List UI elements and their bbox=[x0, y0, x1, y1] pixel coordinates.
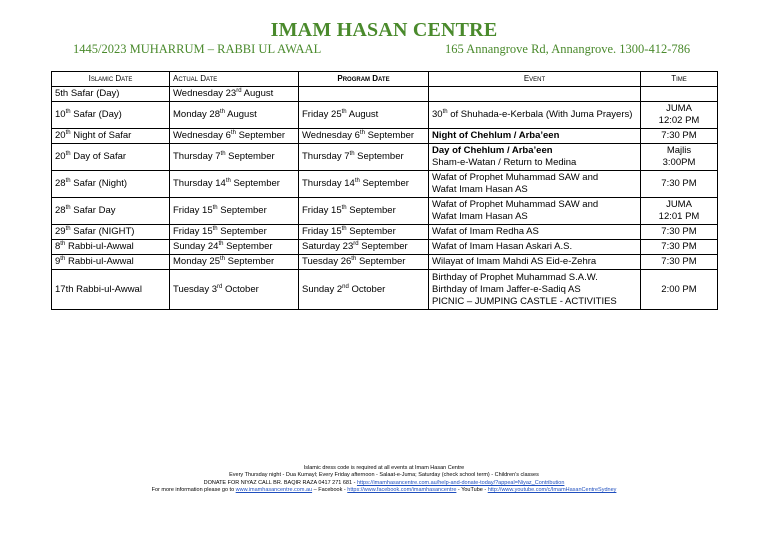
page-title: IMAM HASAN CENTRE bbox=[270, 19, 498, 41]
cell-text: September bbox=[356, 256, 406, 267]
islamic-date-cell bbox=[52, 270, 170, 310]
islamic-date-cell bbox=[52, 144, 170, 171]
ordinal-suffix: th bbox=[442, 108, 448, 115]
separator-text: – Facebook - bbox=[312, 487, 348, 494]
cell-text: Day of Safar bbox=[70, 151, 127, 162]
cell-text: Friday 15 bbox=[302, 226, 342, 237]
event-cell bbox=[429, 240, 641, 255]
ordinal-suffix: th bbox=[65, 204, 71, 211]
islamic-date-cell bbox=[52, 87, 170, 102]
time-cell bbox=[641, 171, 718, 198]
cell-text: 20 bbox=[55, 151, 66, 162]
ordinal-suffix: th bbox=[230, 129, 236, 136]
ordinal-suffix: rd bbox=[217, 283, 223, 290]
cell-text: 7:30 PM bbox=[661, 178, 697, 189]
cell-text: Thursday 14 bbox=[302, 178, 355, 189]
program-date-cell bbox=[299, 171, 429, 198]
ordinal-suffix: th bbox=[65, 177, 71, 184]
islamic-date-cell bbox=[52, 171, 170, 198]
actual-date-cell bbox=[170, 87, 299, 102]
table-row bbox=[52, 255, 718, 270]
date-range-subtitle: 1445/2023 MUHARRUM – RABBI UL AWAAL bbox=[73, 42, 322, 56]
actual-date-cell bbox=[170, 102, 299, 129]
ordinal-suffix: th bbox=[341, 225, 347, 232]
program-date-cell bbox=[299, 129, 429, 144]
more-info-note bbox=[0, 487, 768, 494]
program-date-cell bbox=[299, 102, 429, 129]
cell-text: Wafat Imam Hasan AS bbox=[432, 211, 528, 222]
cell-text: August bbox=[346, 109, 379, 120]
ordinal-suffix: th bbox=[349, 150, 355, 157]
footer-notes bbox=[0, 465, 768, 495]
cell-text: Birthday of Prophet Muhammad S.A.W. bbox=[432, 271, 598, 283]
address-phone-subtitle: 165 Annangrove Rd, Annangrove. 1300-412-786 bbox=[445, 42, 691, 56]
cell-text: Day of Chehlum / Arba’een bbox=[432, 145, 553, 156]
ordinal-suffix: rd bbox=[353, 240, 359, 247]
cell-text: October bbox=[222, 283, 259, 295]
ordinal-suffix: th bbox=[65, 150, 71, 157]
ordinal-suffix: th bbox=[220, 150, 226, 157]
cell-text: 30 bbox=[432, 109, 443, 120]
cell-text: September bbox=[230, 178, 280, 189]
separator-text: - YouTube - bbox=[456, 487, 488, 494]
islamic-date-cell bbox=[52, 225, 170, 240]
islamic-date-cell bbox=[52, 102, 170, 129]
table-row bbox=[52, 129, 718, 144]
cell-text: September bbox=[235, 130, 286, 141]
cell-text: Sunday 2 bbox=[302, 283, 343, 295]
actual-date-cell bbox=[170, 129, 299, 144]
cell-text: of Shuhada-e-Kerbala (With Juma Prayers) bbox=[447, 109, 633, 120]
column-header-actual-date: Actual Date bbox=[170, 72, 299, 87]
event-cell bbox=[429, 225, 641, 240]
cell-text: September bbox=[346, 226, 396, 237]
donation-link[interactable]: https://imamhasancentre.com.au/help-and-donate-today/?appeal=Niyaz_Contribution bbox=[356, 479, 565, 486]
cell-text: September bbox=[358, 241, 408, 252]
cell-text: Birthday of Imam Jaffer-e-Sadiq AS bbox=[432, 283, 581, 295]
cell-text: Tuesday 3 bbox=[173, 283, 218, 295]
cell-text: Friday 15 bbox=[173, 205, 213, 216]
cell-text: Safar (Day) bbox=[70, 109, 122, 120]
cell-text: Safar (Night) bbox=[70, 178, 128, 189]
cell-text: Wilayat of Imam Mahdi AS Eid-e-Zehra bbox=[432, 256, 597, 267]
cell-text: September bbox=[225, 256, 275, 267]
cell-text: September bbox=[359, 178, 409, 189]
actual-date-cell bbox=[170, 198, 299, 225]
youtube-link[interactable]: http://www.youtube.com/c/ImamHasanCentreSydney bbox=[487, 487, 617, 494]
cell-text: Monday 28 bbox=[173, 109, 221, 120]
time-cell bbox=[641, 198, 718, 225]
islamic-date-cell bbox=[52, 129, 170, 144]
event-cell bbox=[429, 102, 641, 129]
ordinal-suffix: th bbox=[65, 129, 71, 136]
ordinal-suffix: th bbox=[60, 240, 66, 247]
cell-text: 7:30 PM bbox=[661, 130, 697, 141]
cell-text: September bbox=[217, 205, 267, 216]
program-date-cell bbox=[299, 144, 429, 171]
table-row bbox=[52, 225, 718, 240]
cell-text: Sunday 24 bbox=[173, 241, 219, 252]
ordinal-suffix: th bbox=[354, 177, 360, 184]
event-cell bbox=[429, 87, 641, 102]
cell-text: Night of Chehlum / Arba’een bbox=[432, 130, 560, 141]
cell-text: Safar Day bbox=[70, 205, 116, 216]
actual-date-cell bbox=[170, 225, 299, 240]
event-cell bbox=[429, 129, 641, 144]
program-date-cell bbox=[299, 255, 429, 270]
time-cell bbox=[641, 225, 718, 240]
ordinal-suffix: rd bbox=[236, 87, 242, 94]
cell-text: Friday 15 bbox=[173, 226, 213, 237]
table-header-row bbox=[52, 72, 718, 87]
actual-date-cell bbox=[170, 171, 299, 198]
cell-text: 10 bbox=[55, 109, 66, 120]
cell-text: 3:00PM bbox=[662, 157, 696, 168]
time-cell bbox=[641, 102, 718, 129]
cell-text: Friday 25 bbox=[302, 109, 342, 120]
column-header-time: Time bbox=[641, 72, 718, 87]
actual-date-cell bbox=[170, 240, 299, 255]
cell-text: 12:02 PM bbox=[658, 115, 700, 126]
cell-text: 7:30 PM bbox=[661, 241, 697, 252]
event-cell bbox=[429, 255, 641, 270]
cell-text: Saturday 23 bbox=[302, 241, 354, 252]
cell-text: Thursday 7 bbox=[302, 151, 350, 162]
ordinal-suffix: th bbox=[225, 177, 231, 184]
table-row bbox=[52, 240, 718, 255]
cell-text: 7:30 PM bbox=[661, 226, 697, 237]
actual-date-cell bbox=[170, 255, 299, 270]
event-cell bbox=[429, 270, 641, 310]
schedule-table bbox=[51, 71, 718, 310]
table-row bbox=[52, 198, 718, 225]
time-cell bbox=[641, 144, 718, 171]
ordinal-suffix: th bbox=[341, 204, 347, 211]
cell-text: September bbox=[225, 151, 275, 162]
program-date-cell bbox=[299, 240, 429, 255]
program-date-cell bbox=[299, 270, 429, 310]
program-date-cell bbox=[299, 87, 429, 102]
column-header-event: Event bbox=[429, 72, 641, 87]
cell-text: 2:00 PM bbox=[661, 283, 697, 295]
program-date-cell bbox=[299, 198, 429, 225]
ordinal-suffix: th bbox=[220, 108, 226, 115]
ordinal-suffix: th bbox=[341, 108, 347, 115]
cell-text: 20 bbox=[55, 130, 66, 141]
ordinal-suffix: th bbox=[218, 240, 224, 247]
cell-text: 17th Rabbi-ul-Awwal bbox=[55, 283, 142, 295]
cell-text: October bbox=[348, 283, 386, 295]
cell-text: August bbox=[241, 88, 274, 99]
cell-text: Wednesday 6 bbox=[173, 130, 231, 141]
program-date-cell bbox=[299, 225, 429, 240]
cell-text: 12:01 PM bbox=[658, 211, 700, 222]
donation-note bbox=[0, 480, 768, 487]
cell-text: Tuesday 26 bbox=[302, 256, 352, 267]
cell-text: Thursday 14 bbox=[173, 178, 226, 189]
ordinal-suffix: th bbox=[60, 255, 66, 262]
cell-text: Wednesday 23 bbox=[173, 88, 237, 99]
cell-text: Safar (NIGHT) bbox=[70, 226, 135, 237]
event-cell bbox=[429, 171, 641, 198]
cell-text: Rabbi-ul-Awwal bbox=[65, 241, 134, 252]
ordinal-suffix: th bbox=[65, 225, 71, 232]
cell-text: Wafat of Imam Hasan Askari A.S. bbox=[432, 241, 573, 252]
cell-text: 29 bbox=[55, 226, 66, 237]
table-row bbox=[52, 102, 718, 129]
cell-text: September bbox=[217, 226, 267, 237]
table-row bbox=[52, 87, 718, 102]
facebook-link[interactable]: https://www.facebook.com/imamhasancentre bbox=[347, 487, 457, 494]
cell-text: September bbox=[223, 241, 273, 252]
event-cell bbox=[429, 144, 641, 171]
cell-text: August bbox=[225, 109, 257, 120]
cell-text: Thursday 7 bbox=[173, 151, 221, 162]
donation-text: DONATE FOR NIYAZ CALL BR. BAQIR RAZA 0417 271 681 - bbox=[203, 479, 357, 486]
cell-text: JUMA bbox=[666, 199, 692, 210]
cell-text: Friday 15 bbox=[302, 205, 342, 216]
time-cell bbox=[641, 240, 718, 255]
ordinal-suffix: th bbox=[220, 255, 226, 262]
cell-text: Rabbi-ul-Awwal bbox=[65, 256, 134, 267]
cell-text: Sham-e-Watan / Return to Medina bbox=[432, 157, 577, 168]
column-header-program-date: Program Date bbox=[299, 72, 429, 87]
cell-text: Wafat Imam Hasan AS bbox=[432, 184, 528, 195]
column-header-islamic-date: Islamic Date bbox=[52, 72, 170, 87]
islamic-date-cell bbox=[52, 240, 170, 255]
cell-text: September bbox=[354, 151, 404, 162]
cell-text: 5th Safar (Day) bbox=[55, 88, 120, 99]
time-cell bbox=[641, 270, 718, 310]
dress-code-note: Islamic dress code is required at all events at Imam Hasan Centre bbox=[303, 465, 465, 471]
ordinal-suffix: th bbox=[359, 129, 365, 136]
cell-text: Night of Safar bbox=[70, 130, 132, 141]
islamic-date-cell bbox=[52, 255, 170, 270]
weekly-programs-note: Every Thursday night - Dua Kumayl; Every Friday afternoon - Salaat-e-Juma; Saturday (check school term) - Children’s classes bbox=[229, 472, 539, 479]
cell-text: Wafat of Prophet Muhammad SAW and bbox=[432, 199, 599, 210]
islamic-date-cell bbox=[52, 198, 170, 225]
actual-date-cell bbox=[170, 144, 299, 171]
cell-text: Majlis bbox=[666, 145, 692, 156]
event-cell bbox=[429, 198, 641, 225]
ordinal-suffix: th bbox=[65, 108, 71, 115]
time-cell bbox=[641, 255, 718, 270]
website-link[interactable]: www.imamhasancentre.com.au bbox=[235, 487, 313, 494]
cell-text: 28 bbox=[55, 205, 66, 216]
actual-date-cell bbox=[170, 270, 299, 310]
ordinal-suffix: th bbox=[212, 204, 218, 211]
ordinal-suffix: th bbox=[212, 225, 218, 232]
cell-text: JUMA bbox=[666, 103, 692, 114]
cell-text: September bbox=[364, 130, 415, 141]
cell-text: Monday 25 bbox=[173, 256, 221, 267]
time-cell bbox=[641, 87, 718, 102]
time-cell bbox=[641, 129, 718, 144]
more-info-text: For more information please go to bbox=[151, 487, 236, 494]
cell-text: Wednesday 6 bbox=[302, 130, 360, 141]
cell-text: Wafat of Prophet Muhammad SAW and bbox=[432, 172, 599, 183]
table-row bbox=[52, 270, 718, 310]
cell-text: 28 bbox=[55, 178, 66, 189]
cell-text: September bbox=[346, 205, 396, 216]
table-row bbox=[52, 144, 718, 171]
cell-text: 9 bbox=[55, 256, 61, 267]
cell-text: Wafat of Imam Redha AS bbox=[432, 226, 539, 237]
ordinal-suffix: nd bbox=[342, 283, 349, 290]
ordinal-suffix: th bbox=[351, 255, 357, 262]
cell-text: 8 bbox=[55, 241, 61, 252]
table-row bbox=[52, 171, 718, 198]
cell-text: 7:30 PM bbox=[661, 256, 697, 267]
cell-text: PICNIC – JUMPING CASTLE - ACTIVITIES bbox=[432, 295, 617, 307]
